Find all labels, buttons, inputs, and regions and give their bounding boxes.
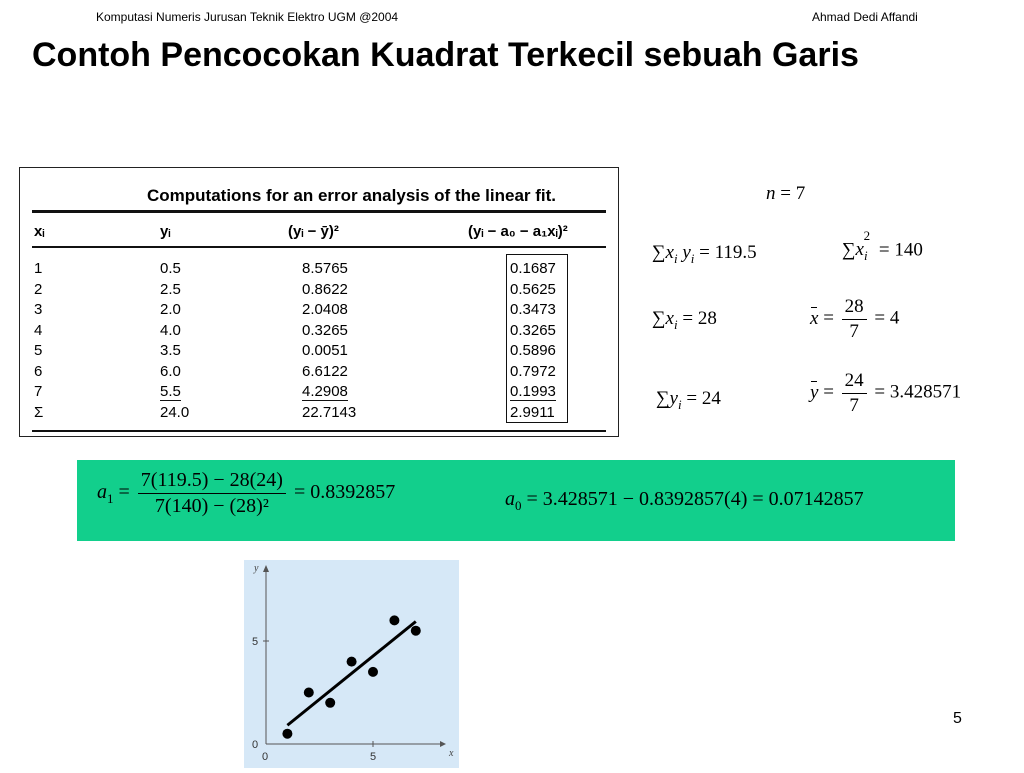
header-author: Ahmad Dedi Affandi bbox=[812, 10, 918, 24]
y-tick-label: 5 bbox=[252, 636, 259, 648]
x-mean-value: = 4 bbox=[874, 307, 900, 329]
y-bar-symbol: y bbox=[810, 381, 819, 403]
eq-sum-x: $\sum x_i = 28$ bbox=[652, 308, 717, 332]
sigma-icon: ∑ bbox=[652, 242, 666, 263]
n-symbol: n bbox=[766, 183, 776, 204]
sum-x-value: = 28 bbox=[682, 308, 717, 329]
col-header-x: xᵢ bbox=[34, 223, 45, 240]
table-cell: 5 bbox=[34, 342, 43, 359]
eq-a1: $a_1$ = $\frac{7(119.5) - 28(24)}{\text{7(140) − (28)²}}$ = 0.8392857 bbox=[97, 469, 396, 517]
table-cell: 0.1687 bbox=[510, 260, 556, 277]
table-cell: 3.5 bbox=[160, 342, 181, 359]
col-header-y: yᵢ bbox=[160, 223, 171, 240]
table-cell: 8.5765 bbox=[302, 260, 348, 277]
eq-sum-y: $\sum y_i = 24$ bbox=[656, 388, 721, 412]
data-point bbox=[389, 615, 399, 625]
data-point bbox=[325, 698, 335, 708]
eq-x-mean: x = $\frac{28}{7}$ = 4 bbox=[810, 296, 900, 342]
eq-sum-x2: $\sum x_i^2 = 140$ bbox=[842, 228, 923, 264]
table-caption: Computations for an error analysis of the linear fit. bbox=[147, 186, 557, 205]
a1-denominator: 7(140) − (28)² bbox=[154, 495, 269, 517]
table-cell: 0.3265 bbox=[510, 321, 556, 339]
table-cell: 2.0 bbox=[160, 301, 181, 318]
table-cell: 0.3473 bbox=[510, 301, 556, 318]
eq-y-mean: y = $\frac{24}{7}$ = 3.428571 bbox=[810, 370, 962, 416]
table-header-rule bbox=[32, 246, 606, 248]
table-cell: 2.0408 bbox=[302, 301, 348, 318]
table-cell: 0.1993 bbox=[510, 383, 556, 400]
table-cell: 4.2908 bbox=[302, 383, 348, 400]
table-cell: 5.5 bbox=[160, 383, 181, 400]
y-tick-label: 0 bbox=[252, 739, 259, 751]
scatter-plot-svg bbox=[244, 560, 459, 768]
table-cell: 2 bbox=[34, 280, 43, 298]
table-cell: 0.5 bbox=[160, 260, 181, 277]
table-bottom-rule bbox=[32, 430, 606, 432]
n-value: = 7 bbox=[780, 183, 806, 204]
y-mean-value: = 3.428571 bbox=[874, 381, 962, 403]
x-tick-label: 5 bbox=[370, 751, 377, 763]
eq-n bbox=[766, 183, 805, 205]
sum-cell: Σ bbox=[34, 403, 44, 421]
table-cell: 0.8622 bbox=[302, 280, 348, 298]
y-axis-arrow-icon bbox=[263, 565, 269, 572]
col-header-resid: (yᵢ − a₀ − a₁xᵢ)² bbox=[468, 223, 568, 240]
sum-x2-value: = 140 bbox=[878, 239, 923, 261]
data-point bbox=[282, 729, 292, 739]
eq-a0: $a_0 = 3.428571 - 0.8392857(4) = 0.07142857$ bbox=[505, 488, 864, 513]
sigma-icon: ∑ bbox=[652, 308, 666, 329]
data-point bbox=[411, 626, 421, 636]
table-cell: 3 bbox=[34, 301, 43, 318]
sum-xy-value: = 119.5 bbox=[699, 242, 757, 263]
x-tick-label: 0 bbox=[262, 751, 269, 763]
x-bar-symbol: x bbox=[810, 307, 819, 329]
table-cell: 0.5625 bbox=[510, 280, 556, 298]
table-cell: 4 bbox=[34, 321, 43, 339]
table-cell: 6.6122 bbox=[302, 362, 348, 380]
data-point bbox=[368, 667, 378, 677]
sum-cell: 22.7143 bbox=[302, 403, 357, 421]
sigma-icon: ∑ bbox=[842, 239, 856, 261]
header-course: Komputasi Numeris Jurusan Teknik Elektro UGM @2004 bbox=[96, 10, 399, 24]
y-axis-label: y bbox=[254, 563, 259, 574]
sum-y-value: = 24 bbox=[686, 388, 721, 409]
table-cell: 4.0 bbox=[160, 321, 181, 339]
sigma-icon: ∑ bbox=[656, 388, 670, 409]
x-axis-label: x bbox=[449, 748, 454, 759]
eq-sum-xy: $\sum x_i$ $y_i = 119.5$ bbox=[652, 242, 757, 266]
data-point bbox=[347, 657, 357, 667]
table-cell: 0.0051 bbox=[302, 342, 348, 359]
fit-line bbox=[287, 622, 415, 726]
coefficient-result-box bbox=[77, 460, 955, 541]
table-cell: 0.7972 bbox=[510, 362, 556, 380]
col-header-dev: (yᵢ − ȳ)² bbox=[288, 223, 339, 240]
table-cell: 6 bbox=[34, 362, 43, 380]
table-cell: 0.5896 bbox=[510, 342, 556, 359]
a1-numerator: 7(119.5) − 28(24) bbox=[138, 468, 286, 494]
page-number: 5 bbox=[953, 710, 962, 727]
error-analysis-table bbox=[19, 167, 619, 437]
sum-cell: 24.0 bbox=[160, 403, 190, 421]
table-top-rule bbox=[32, 210, 606, 213]
table-cell: 0.3265 bbox=[302, 321, 348, 339]
table-cell: 6.0 bbox=[160, 362, 181, 380]
x-axis-arrow-icon bbox=[440, 741, 446, 747]
table-cell: 7 bbox=[34, 383, 43, 400]
slide-title: Contoh Pencocokan Kuadrat Terkecil sebuah Garis bbox=[32, 36, 859, 74]
table-cell: 1 bbox=[34, 260, 43, 277]
scatter-fit-chart bbox=[244, 560, 459, 768]
sum-cell: 2.9911 bbox=[510, 403, 555, 421]
a0-value: = 3.428571 − 0.8392857(4) = 0.07142857 bbox=[526, 488, 864, 510]
data-point bbox=[304, 688, 314, 698]
table-cell: 2.5 bbox=[160, 280, 181, 298]
a1-value: = 0.8392857 bbox=[293, 481, 396, 504]
